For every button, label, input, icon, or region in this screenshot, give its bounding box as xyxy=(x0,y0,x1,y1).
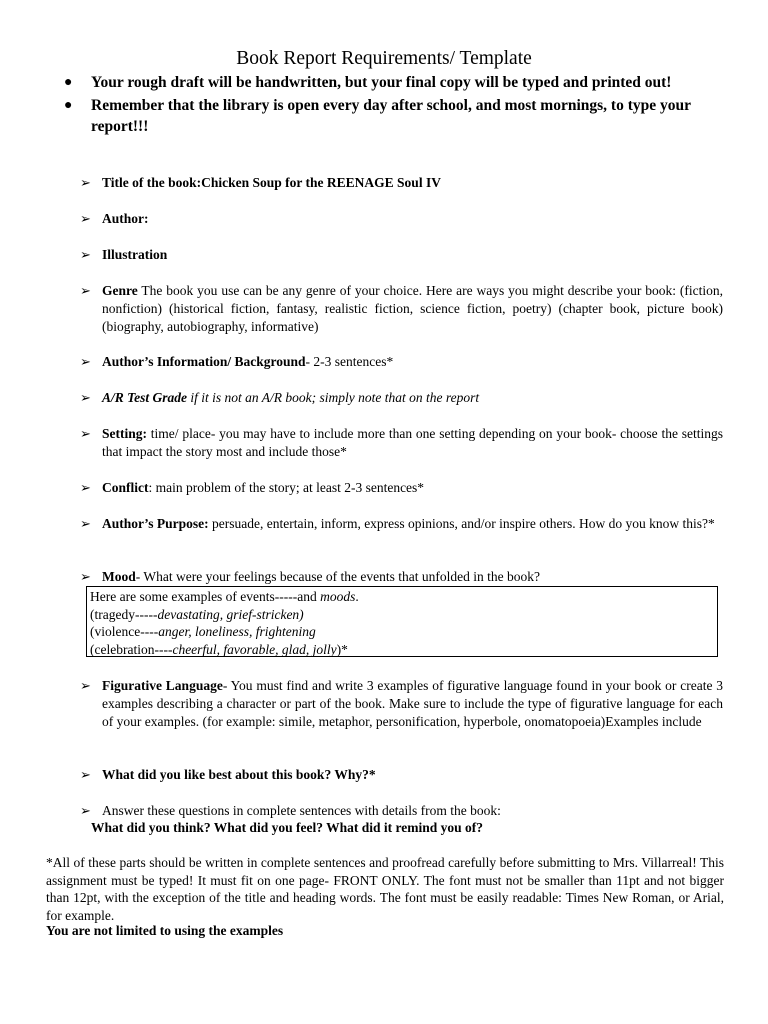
item-label: Setting: xyxy=(102,426,147,441)
item-label: Mood xyxy=(102,569,136,584)
bullet-icon: ● xyxy=(64,75,73,90)
bullet-list xyxy=(64,72,724,139)
arrow-icon: ➢ xyxy=(80,480,91,495)
arrow-icon: ➢ xyxy=(80,283,91,298)
item-label: Author’s Information/ Background xyxy=(102,354,306,369)
item-label: Conflict xyxy=(102,480,149,495)
item-liked xyxy=(80,766,723,784)
mood-examples-box xyxy=(86,586,718,657)
questions: What did you think? What did you feel? What did it remind you of? xyxy=(91,820,483,835)
bullet-text: Your rough draft will be handwritten, but your final copy will be typed and printed out! xyxy=(91,74,672,91)
item-answer xyxy=(80,802,723,820)
item-label: Illustration xyxy=(102,247,168,262)
arrow-icon: ➢ xyxy=(80,175,91,190)
bullet-text: Remember that the library is open every day after school, and most mornings, to type your report!!! xyxy=(91,97,691,135)
item-genre xyxy=(80,282,723,336)
mood-line: Here are some examples of events-----and moods. xyxy=(90,589,359,604)
item-text: persuade, entertain, inform, express opinions, and/or inspire others. How do you know this?* xyxy=(208,516,715,531)
item-author xyxy=(80,210,723,228)
item-book-title xyxy=(80,174,723,192)
item-text: Answer these questions in complete sentences with details from the book: xyxy=(102,803,501,818)
item-label: A/R Test Grade xyxy=(102,390,188,405)
item-label: What did you like best about this book? Why?* xyxy=(102,767,376,782)
mood-line: (tragedy-----devastating, grief-stricken) xyxy=(90,606,304,622)
item-conflict xyxy=(80,479,723,497)
item-mood xyxy=(80,568,723,586)
item-text: - What were your feelings because of the events that unfolded in the book? xyxy=(135,569,540,584)
item-label: Figurative Language xyxy=(102,678,223,693)
item-text: : main problem of the story; at least 2-3 sentences* xyxy=(148,480,425,495)
arrow-icon: ➢ xyxy=(80,390,91,405)
page-title: Book Report Requirements/ Template xyxy=(236,48,532,69)
mood-line: (celebration----cheerful, favorable, glad, jolly)* xyxy=(90,641,348,657)
mood-line: (violence----anger, loneliness, frightening xyxy=(90,624,316,639)
item-text: - 2-3 sentences* xyxy=(305,354,394,369)
arrow-icon: ➢ xyxy=(80,211,91,226)
item-label: Title of the book: xyxy=(102,175,202,190)
item-illustration xyxy=(80,246,723,264)
item-ar-test xyxy=(80,389,723,407)
item-setting xyxy=(80,425,723,461)
arrow-icon: ➢ xyxy=(80,354,91,369)
item-text: The book you use can be any genre of your choice. Here are ways you might describe your book: (fiction, nonfiction) (historical fiction, fantasy, realistic fiction, science fiction, poetry) (chapter book, picture book) (biography, autobiography, informative) xyxy=(102,283,723,334)
footer-note: *All of these parts should be written in complete sentences and proofread carefully before submitting to Mrs. Villarreal! This assignment must be typed! It must fit on one page- FRONT ONLY. The font must not be smaller than 11pt and not bigger than 12pt, with the exception of the title and heading words. The font must be easily readable: Times New Roman, or Arial, for example. xyxy=(46,855,724,923)
item-purpose xyxy=(80,515,723,533)
item-figurative xyxy=(80,677,723,731)
arrow-icon: ➢ xyxy=(80,426,91,441)
item-text: - You must find and write 3 examples of figurative language found in your book or create 3 examples describing a character or part of the book. Make sure to include the type of figurative language for each of your examples. (for example: simile, metaphor, personification, hyperbole, onomatopoeia)Examples include xyxy=(102,678,724,729)
arrow-icon: ➢ xyxy=(80,678,91,693)
bullet-item xyxy=(64,95,724,137)
item-label: Author: xyxy=(102,211,149,226)
arrow-icon: ➢ xyxy=(80,803,91,818)
arrow-icon: ➢ xyxy=(80,767,91,782)
arrow-icon: ➢ xyxy=(80,569,91,584)
bullet-icon: ● xyxy=(64,98,73,113)
item-author-info xyxy=(80,353,723,371)
bullet-item xyxy=(64,72,724,93)
item-label: Genre xyxy=(102,283,138,298)
arrow-icon: ➢ xyxy=(80,247,91,262)
item-label: Author’s Purpose: xyxy=(102,516,209,531)
item-text: if it is not an A/R book; simply note that on the report xyxy=(187,390,480,405)
footer-bold-note: You are not limited to using the examples xyxy=(46,923,284,938)
item-text: time/ place- you may have to include more than one setting depending on your book- choose the settings that impact the story most and include those* xyxy=(102,426,723,459)
arrow-icon: ➢ xyxy=(80,516,91,531)
item-text: Chicken Soup for the REENAGE Soul IV xyxy=(201,175,441,190)
